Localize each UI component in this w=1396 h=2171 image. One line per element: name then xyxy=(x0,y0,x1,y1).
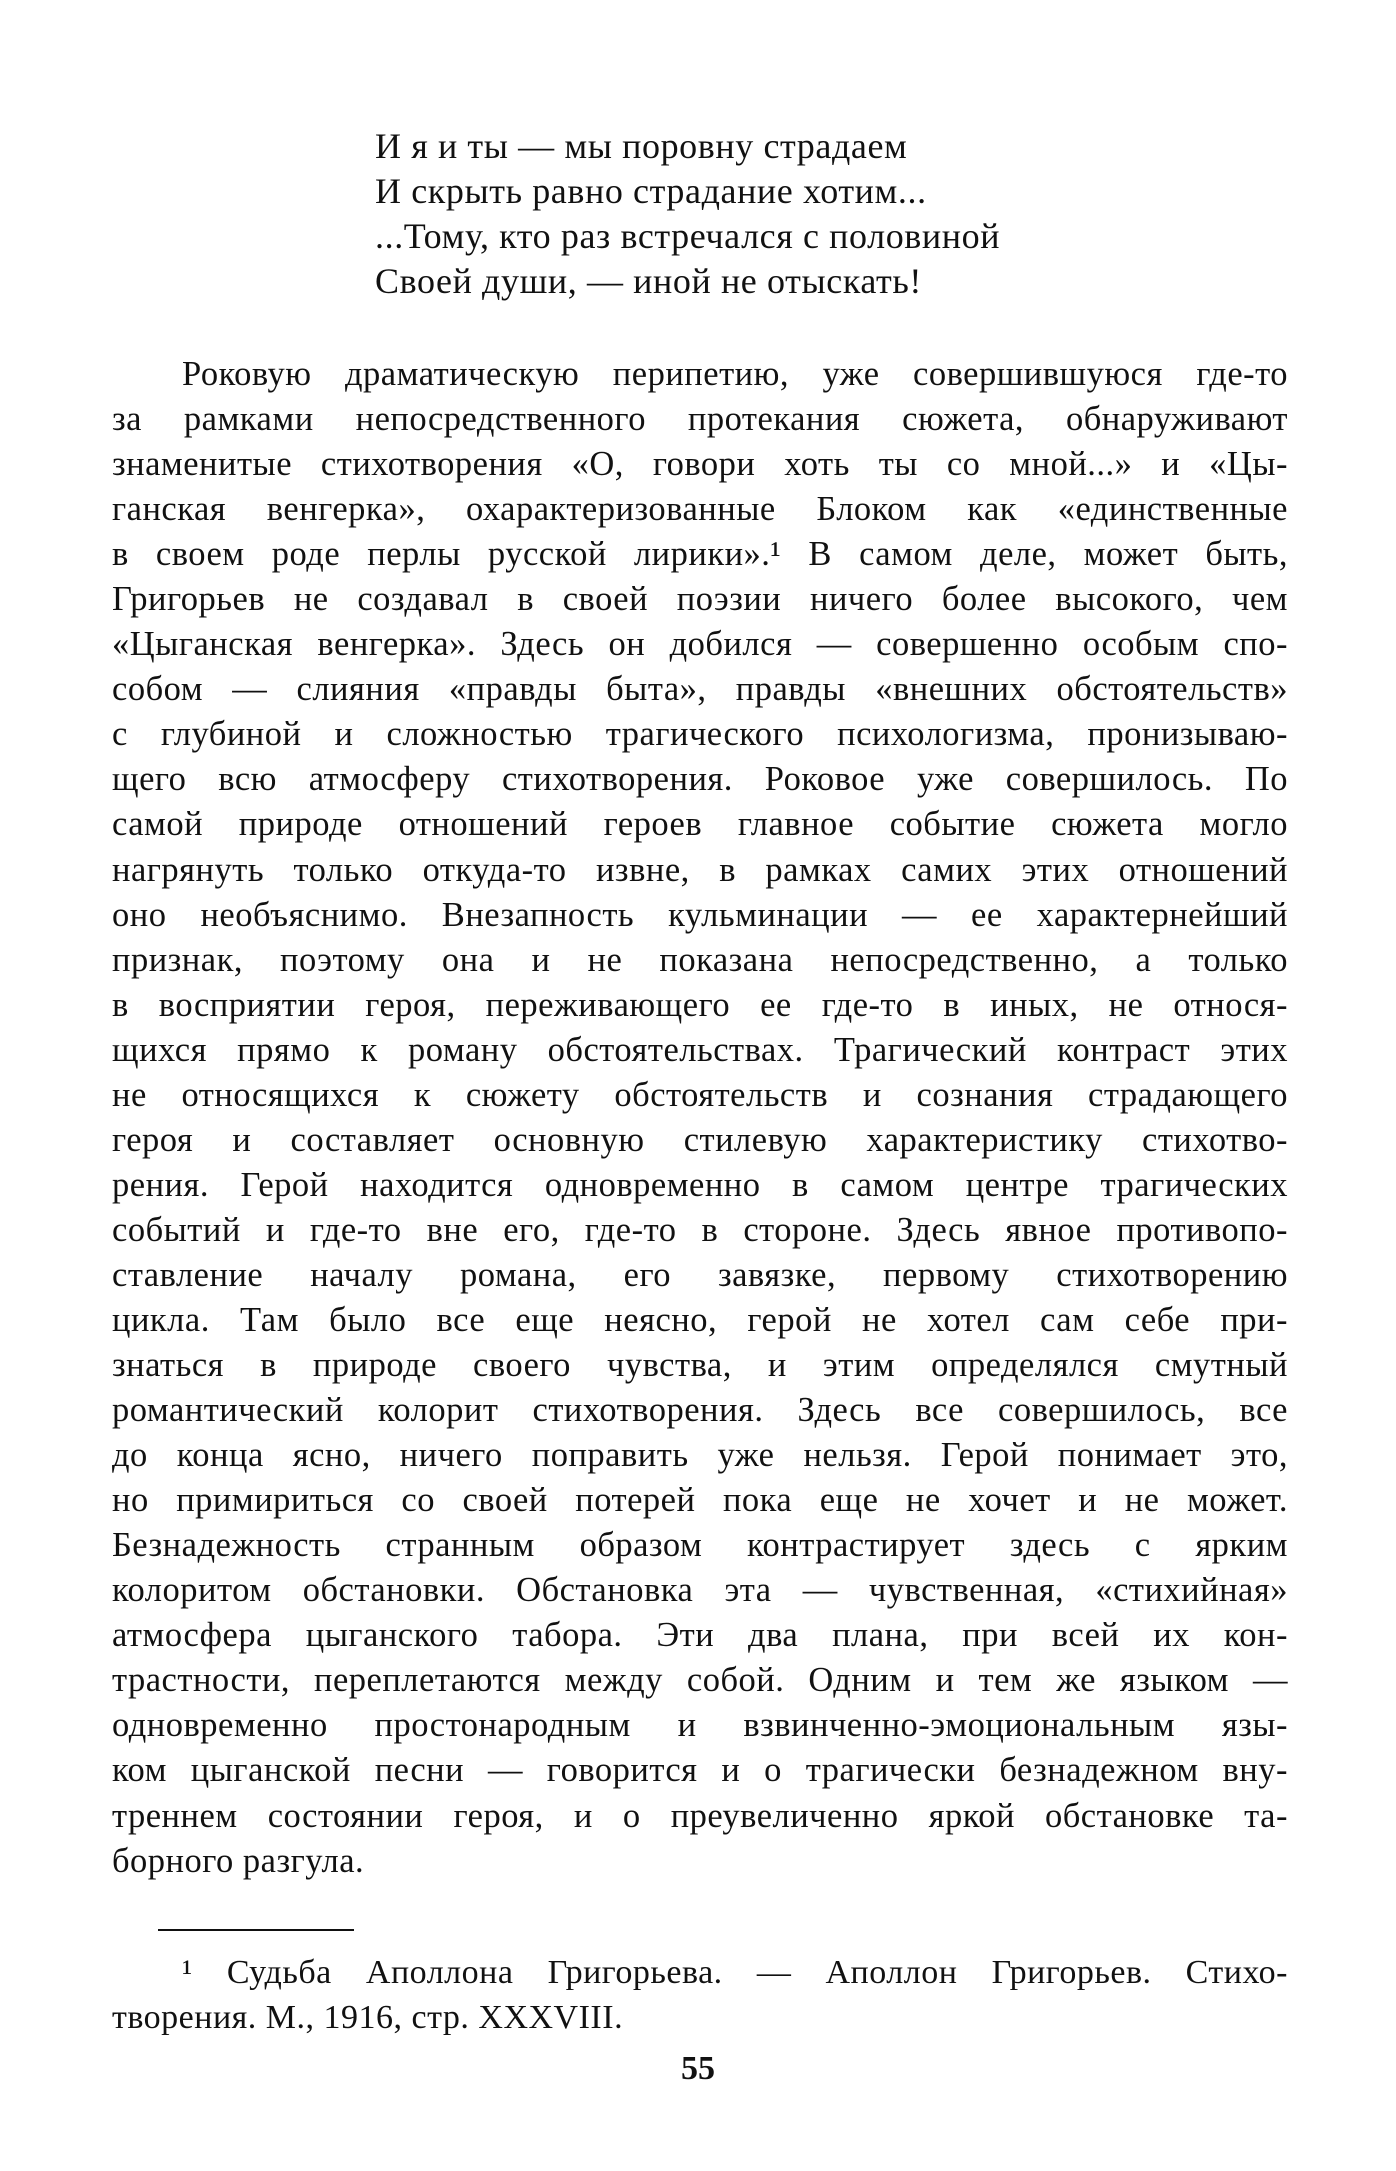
page-number: 55 xyxy=(681,2050,715,2087)
paragraph-line: одновременно простонародным и взвинченно-эмоциональным язы- xyxy=(112,1706,1288,1745)
paragraph-line: романтический колорит стихотворения. Здесь все совершилось, все xyxy=(112,1391,1288,1430)
main-paragraph xyxy=(112,352,1288,1884)
paragraph-line: ганская венгерка», охарактеризованные Блоком как «единственные xyxy=(112,490,1288,529)
paragraph-line: «Цыганская венгерка». Здесь он добился — совершенно особым спо- xyxy=(112,625,1288,664)
paragraph-line: треннем состоянии героя, и о преувеличенно яркой обстановке та- xyxy=(112,1796,1288,1835)
paragraph-line: щихся прямо к роману обстоятельствах. Трагический контраст этих xyxy=(112,1030,1288,1069)
paragraph-line: борного разгула. xyxy=(112,1841,365,1880)
paragraph-line: Роковую драматическую перипетию, уже совершившуюся где-то xyxy=(182,355,1288,393)
poem-epigraph xyxy=(375,124,1175,304)
paragraph-line: в восприятии героя, переживающего ее где-то в иных, не относя- xyxy=(112,985,1288,1024)
paragraph-line: событий и где-то вне его, где-то в стороне. Здесь явное противопо- xyxy=(112,1210,1288,1249)
paragraph-line: нагрянуть только откуда-то извне, в рамках самих этих отношений xyxy=(112,850,1288,889)
paragraph-line: щего всю атмосферу стихотворения. Роковое уже совершилось. По xyxy=(112,760,1288,799)
paragraph-line: в своем роде перлы русской лирики».¹ В самом деле, может быть, xyxy=(112,535,1288,574)
footnote-line: ¹ Судьба Аполлона Григорьева. — Аполлон Григорьев. Стихо- xyxy=(182,1954,1288,1991)
paragraph-line: цикла. Там было все еще неясно, герой не хотел сам себе при- xyxy=(112,1300,1288,1339)
paragraph-line: не относящихся к сюжету обстоятельств и сознания страдающего xyxy=(112,1075,1288,1114)
paragraph-line: оно необъяснимо. Внезапность кульминации — ее характернейший xyxy=(112,895,1288,934)
paragraph-line: до конца ясно, ничего поправить уже нельзя. Герой понимает это, xyxy=(112,1436,1288,1475)
paragraph-line: с глубиной и сложностью трагического психологизма, пронизываю- xyxy=(112,715,1288,754)
paragraph-line: знаться в природе своего чувства, и этим определялся смутный xyxy=(112,1346,1288,1385)
paragraph-line: колоритом обстановки. Обстановка эта — чувственная, «стихийная» xyxy=(112,1571,1288,1610)
paragraph-line: рения. Герой находится одновременно в самом центре трагических xyxy=(112,1165,1288,1204)
paragraph-line: но примириться со своей потерей пока еще не хочет и не может. xyxy=(112,1481,1288,1520)
footnote-line: творения. М., 1916, стр. XXXVIII. xyxy=(112,1999,624,2036)
footnote-divider xyxy=(158,1929,354,1931)
paragraph-line: атмосфера цыганского табора. Эти два плана, при всей их кон- xyxy=(112,1616,1288,1655)
footnote xyxy=(112,1950,1288,2040)
epigraph-line: Своей души, — иной не отыскать! xyxy=(375,261,922,301)
paragraph-line: Григорьев не создавал в своей поэзии ничего более высокого, чем xyxy=(112,580,1288,619)
paragraph-line: трастности, переплетаются между собой. Одним и тем же языком — xyxy=(112,1661,1288,1700)
paragraph-line: собом — слияния «правды быта», правды «внешних обстоятельств» xyxy=(112,670,1288,709)
paragraph-line: признак, поэтому она и не показана непосредственно, а только xyxy=(112,940,1288,979)
epigraph-line: ...Тому, кто раз встречался с половиной xyxy=(375,216,1001,256)
paragraph-line: знаменитые стихотворения «О, говори хоть ты со мной...» и «Цы- xyxy=(112,445,1288,484)
epigraph-line: И я и ты — мы поровну страдаем xyxy=(375,126,908,166)
epigraph-line: И скрыть равно страдание хотим... xyxy=(375,171,927,211)
paragraph-line: Безнадежность странным образом контрастирует здесь с ярким xyxy=(112,1526,1288,1565)
paragraph-line: ставление началу романа, его завязке, первому стихотворению xyxy=(112,1255,1288,1294)
paragraph-line: самой природе отношений героев главное событие сюжета могло xyxy=(112,805,1288,844)
paragraph-line: за рамками непосредственного протекания сюжета, обнаруживают xyxy=(112,400,1288,439)
paragraph-line: ком цыганской песни — говорится и о трагически безнадежном вну- xyxy=(112,1751,1288,1790)
paragraph-line: героя и составляет основную стилевую характеристику стихотво- xyxy=(112,1120,1288,1159)
